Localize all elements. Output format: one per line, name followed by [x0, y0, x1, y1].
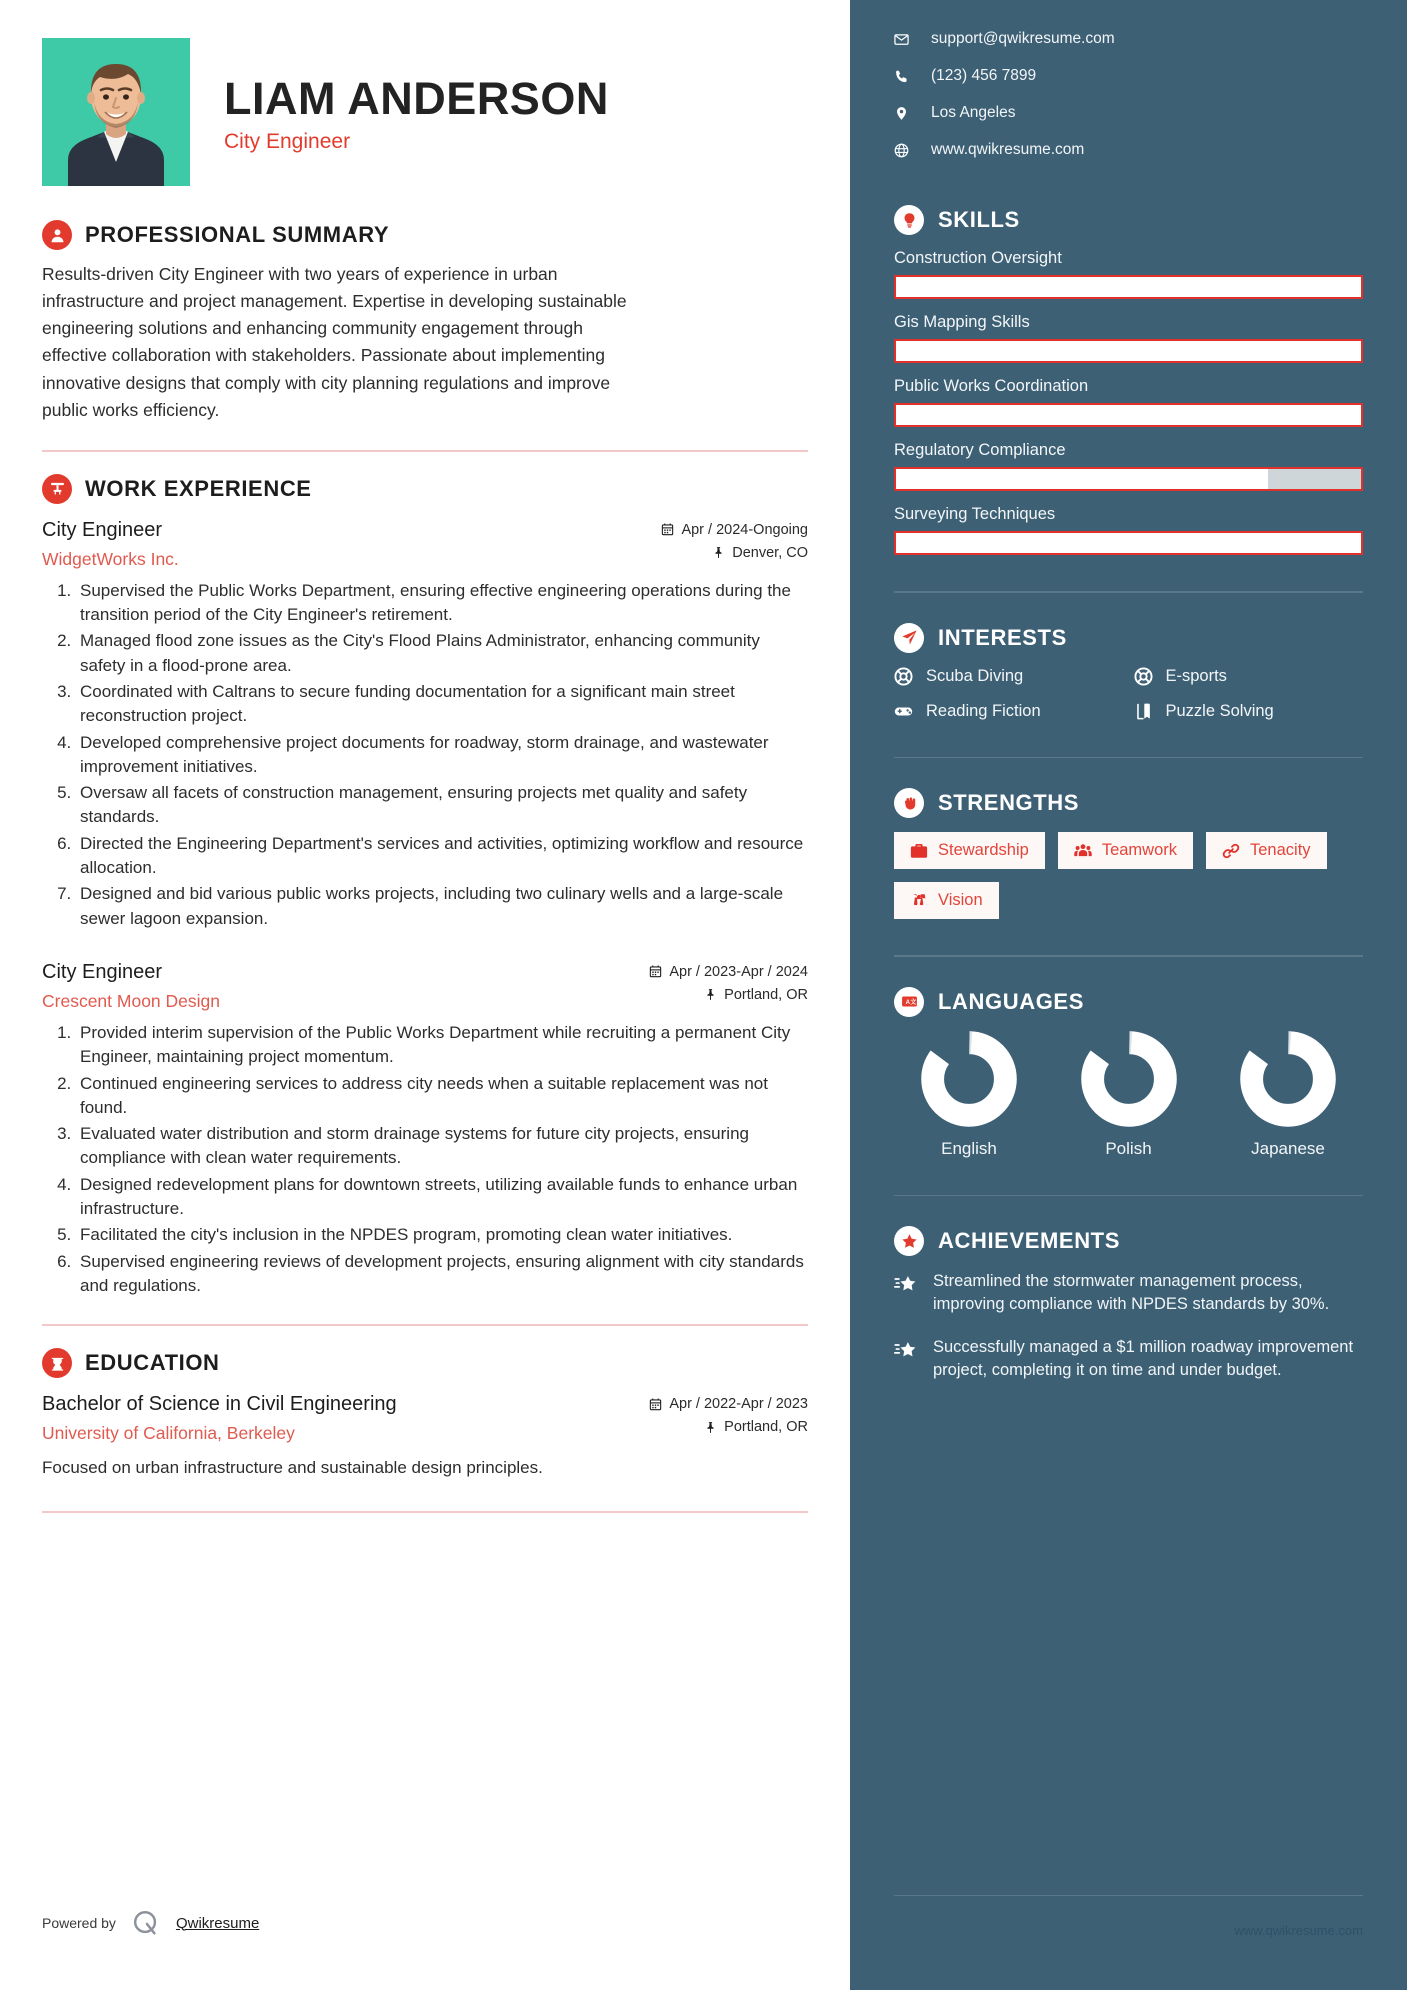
skill-item — [894, 249, 1363, 299]
gamepad-icon — [894, 702, 913, 721]
pin-icon — [704, 988, 717, 1001]
strength-label: Stewardship — [938, 841, 1029, 859]
section-divider — [42, 1511, 808, 1513]
education-description: Focused on urban infrastructure and sustainable design principles. — [42, 1458, 543, 1478]
education-degree: Bachelor of Science in Civil Engineering — [42, 1393, 397, 1416]
section-header-languages — [894, 987, 1363, 1017]
page-footer — [42, 1908, 259, 1938]
work-bullet: 2. Continued engineering services to address city needs when a suitable replacement was not found. — [76, 1072, 808, 1121]
skill-label: Regulatory Compliance — [894, 441, 1066, 459]
qwikresume-logo-icon — [131, 1908, 161, 1938]
section-divider — [42, 450, 808, 452]
work-location: Portland, OR — [724, 986, 808, 1003]
section-divider — [42, 1324, 808, 1326]
work-job-title: City Engineer — [42, 960, 163, 983]
achievement-text: Streamlined the stormwater management process, improving compliance with NPDES standards by 30%. — [933, 1272, 1330, 1314]
strengths-list — [894, 832, 1363, 919]
link-icon — [1222, 842, 1240, 860]
svg-text:A: A — [905, 999, 910, 1006]
work-entry-spacer — [42, 939, 808, 957]
section-title-skills: SKILLS — [938, 207, 1020, 232]
skill-bar-fill — [896, 469, 1268, 489]
section-title-work: WORK EXPERIENCE — [85, 475, 312, 501]
interest-item — [1134, 702, 1364, 721]
education-location: Portland, OR — [724, 1419, 808, 1436]
interest-item — [894, 667, 1124, 686]
work-dates: Apr / 2024-Ongoing — [681, 521, 808, 538]
lifebuoy-icon — [1134, 667, 1153, 686]
contact-email: support@qwikresume.com — [931, 30, 1115, 47]
strength-item — [1058, 832, 1193, 869]
education-entry — [42, 1389, 808, 1481]
globe-icon — [894, 143, 909, 158]
powered-by-label: Powered by — [42, 1915, 116, 1931]
language-donut-chart — [1081, 1031, 1177, 1127]
calendar-icon — [649, 1398, 662, 1411]
education-dates: Apr / 2022-Apr / 2023 — [669, 1396, 808, 1413]
work-bullet: 2. Managed flood zone issues as the City's Flood Plains Administrator, enhancing community safety in a flood-prone area. — [76, 629, 808, 678]
interest-label: Puzzle Solving — [1165, 701, 1274, 720]
briefcase-desk-icon — [42, 474, 72, 504]
skill-item — [894, 377, 1363, 427]
section-header-strengths — [894, 788, 1363, 818]
interest-label: Reading Fiction — [926, 701, 1041, 720]
education-titles — [42, 1389, 397, 1444]
svg-text:文: 文 — [909, 999, 916, 1006]
work-bullet: 1. Supervised the Public Works Department, ensuring effective engineering operations during the transition period of the City Engineer's retirement. — [76, 579, 808, 628]
work-entry — [42, 515, 808, 931]
book-icon — [1134, 702, 1153, 721]
lifebuoy-icon — [894, 667, 913, 686]
strength-label: Vision — [938, 891, 983, 909]
education-location-row — [649, 1419, 808, 1435]
work-bullet: 3. Evaluated water distribution and storm drainage systems for future city projects, ensuring compliance with clean water requirements. — [76, 1122, 808, 1171]
section-title-languages: LANGUAGES — [938, 988, 1084, 1014]
sidebar-divider — [894, 591, 1363, 593]
section-header-interests — [894, 623, 1363, 653]
work-bullets — [42, 579, 808, 931]
contact-location: Los Angeles — [931, 104, 1016, 121]
education-entry-header — [42, 1389, 808, 1444]
achievement-text: Successfully managed a $1 million roadway improvement project, completing it on time and under budget. — [933, 1338, 1354, 1380]
work-entry-meta — [661, 515, 808, 568]
interest-label: E-sports — [1165, 666, 1227, 685]
education-dates-row — [649, 1396, 808, 1412]
language-donut-chart — [1240, 1031, 1336, 1127]
skill-item — [894, 313, 1363, 363]
interest-item — [1134, 667, 1364, 686]
language-item — [894, 1031, 1044, 1159]
work-entry-titles — [42, 957, 220, 1012]
skill-bar-fill — [896, 277, 1361, 297]
work-location-row — [661, 545, 808, 561]
work-bullet: 4. Developed comprehensive project documents for roadway, storm drainage, and wastewater improvement initiatives. — [76, 731, 808, 780]
phone-icon — [894, 69, 909, 84]
education-school: University of California, Berkeley — [42, 1423, 295, 1444]
contact-website: www.qwikresume.com — [931, 141, 1085, 158]
profile-photo — [42, 38, 190, 186]
work-bullets — [42, 1021, 808, 1298]
section-title-strengths: STRENGTHS — [938, 790, 1080, 815]
contact-phone: (123) 456 7899 — [931, 67, 1037, 84]
skill-bar — [894, 403, 1363, 427]
shooting-star-icon — [894, 1339, 917, 1362]
work-entry — [42, 957, 808, 1298]
page-title: LIAM ANDERSON — [224, 73, 609, 124]
work-entry-header — [42, 515, 808, 570]
skill-bar — [894, 275, 1363, 299]
sidebar-divider — [894, 1195, 1363, 1197]
achievement-item — [894, 1270, 1363, 1316]
language-card-icon — [894, 987, 924, 1017]
interest-item — [894, 702, 1124, 721]
sidebar-divider — [894, 955, 1363, 957]
skill-bar-fill — [896, 533, 1361, 553]
shooting-star-icon — [894, 1273, 917, 1296]
skill-bar-fill — [896, 341, 1361, 361]
education-meta — [649, 1389, 808, 1442]
section-title-achievements: ACHIEVEMENTS — [938, 1228, 1120, 1253]
strength-item — [894, 882, 999, 919]
work-bullet: 6. Directed the Engineering Department's services and activities, optimizing workflow and resource allocation. — [76, 832, 808, 881]
section-header-work — [42, 474, 808, 504]
skill-label: Surveying Techniques — [894, 505, 1056, 523]
calendar-icon — [661, 523, 674, 536]
contact-email-row[interactable] — [894, 30, 1363, 48]
skill-label: Public Works Coordination — [894, 377, 1089, 395]
calendar-icon — [649, 965, 662, 978]
sidebar-footer-url: www.qwikresume.com — [1234, 1923, 1363, 1938]
users-icon — [1074, 842, 1092, 860]
location-pin-icon — [894, 106, 909, 121]
language-donut-chart — [921, 1031, 1017, 1127]
star-badge-icon — [894, 1226, 924, 1256]
work-entry-meta — [649, 957, 808, 1010]
qwikresume-link[interactable]: Qwikresume — [175, 1914, 260, 1932]
strength-label: Teamwork — [1101, 841, 1177, 859]
language-item — [1054, 1031, 1204, 1159]
work-location: Denver, CO — [732, 544, 808, 561]
pin-icon — [704, 1421, 717, 1434]
language-label: English — [941, 1138, 997, 1158]
interest-label: Scuba Diving — [926, 666, 1024, 685]
work-entry-header — [42, 957, 808, 1012]
interests-grid — [894, 667, 1363, 721]
achievement-item — [894, 1336, 1363, 1382]
pin-icon — [712, 546, 725, 559]
resume-header — [42, 38, 808, 186]
summary-text: Results-driven City Engineer with two years of experience in urban infrastructure and project management. Expertise in developing sustainable engineering solutions and enhancing community engagement through effective collaboration with stakeholders. Passionate about implementing innovative designs that comply with city planning regulations and improve public works efficiency. — [42, 264, 627, 420]
sidebar — [850, 0, 1407, 1990]
skill-item — [894, 505, 1363, 555]
strength-label: Tenacity — [1250, 841, 1311, 859]
sidebar-divider — [894, 757, 1363, 759]
skill-bar — [894, 467, 1363, 491]
skill-item — [894, 441, 1363, 491]
work-job-title: City Engineer — [42, 518, 163, 541]
contact-location-row — [894, 104, 1363, 122]
language-label: Japanese — [1251, 1138, 1325, 1158]
work-entry-titles — [42, 515, 179, 570]
lightbulb-icon — [894, 205, 924, 235]
section-title-summary: PROFESSIONAL SUMMARY — [85, 222, 390, 247]
briefcase-icon — [910, 842, 928, 860]
skill-label: Construction Oversight — [894, 249, 1062, 267]
contact-website-row[interactable] — [894, 141, 1363, 159]
skill-label: Gis Mapping Skills — [894, 313, 1030, 331]
work-bullet: 5. Facilitated the city's inclusion in the NPDES program, promoting clean water initiatives. — [76, 1223, 808, 1247]
header-text — [224, 38, 609, 154]
work-bullet: 3. Coordinated with Caltrans to secure funding documentation for a significant main street reconstruction project. — [76, 680, 808, 729]
work-company: WidgetWorks Inc. — [42, 548, 179, 569]
work-bullet: 7. Designed and bid various public works projects, including two culinary wells and a large-scale sewer lagoon expansion. — [76, 882, 808, 931]
section-header-summary — [42, 220, 808, 250]
envelope-icon — [894, 32, 909, 47]
languages-row — [894, 1031, 1363, 1159]
work-dates-row — [661, 522, 808, 538]
language-item — [1213, 1031, 1363, 1159]
work-company: Crescent Moon Design — [42, 990, 220, 1011]
strength-item — [1206, 832, 1327, 869]
section-title-interests: INTERESTS — [938, 624, 1067, 650]
section-title-education: EDUCATION — [85, 1350, 220, 1376]
section-header-achievements — [894, 1226, 1363, 1256]
work-bullet: 1. Provided interim supervision of the Public Works Department while recruiting a permanent City Engineer, maintaining project momentum. — [76, 1021, 808, 1070]
graduation-icon — [42, 1348, 72, 1378]
fist-icon — [894, 788, 924, 818]
language-label: Polish — [1105, 1138, 1152, 1158]
user-icon — [42, 220, 72, 250]
portrait-illustration — [42, 38, 190, 186]
section-header-education — [42, 1348, 808, 1378]
skill-bar — [894, 339, 1363, 363]
work-bullet: 6. Supervised engineering reviews of development projects, ensuring alignment with city standards and regulations. — [76, 1250, 808, 1299]
work-bullet: 4. Designed redevelopment plans for downtown streets, utilizing available funds to enhance urban infrastructure. — [76, 1173, 808, 1222]
work-dates-row — [649, 964, 808, 980]
job-role-subtitle: City Engineer — [224, 129, 351, 153]
work-bullet: 5. Oversaw all facets of construction management, ensuring projects met quality and safety standards. — [76, 781, 808, 830]
skill-bar-fill — [896, 405, 1361, 425]
contact-phone-row[interactable] — [894, 67, 1363, 85]
section-header-skills — [894, 205, 1363, 235]
sidebar-footer-divider — [894, 1895, 1363, 1897]
contact-block — [894, 30, 1363, 159]
work-dates: Apr / 2023-Apr / 2024 — [669, 963, 808, 980]
paper-plane-icon — [894, 623, 924, 653]
strength-item — [894, 832, 1045, 869]
binoculars-icon — [910, 892, 928, 910]
skill-bar — [894, 531, 1363, 555]
work-location-row — [649, 987, 808, 1003]
